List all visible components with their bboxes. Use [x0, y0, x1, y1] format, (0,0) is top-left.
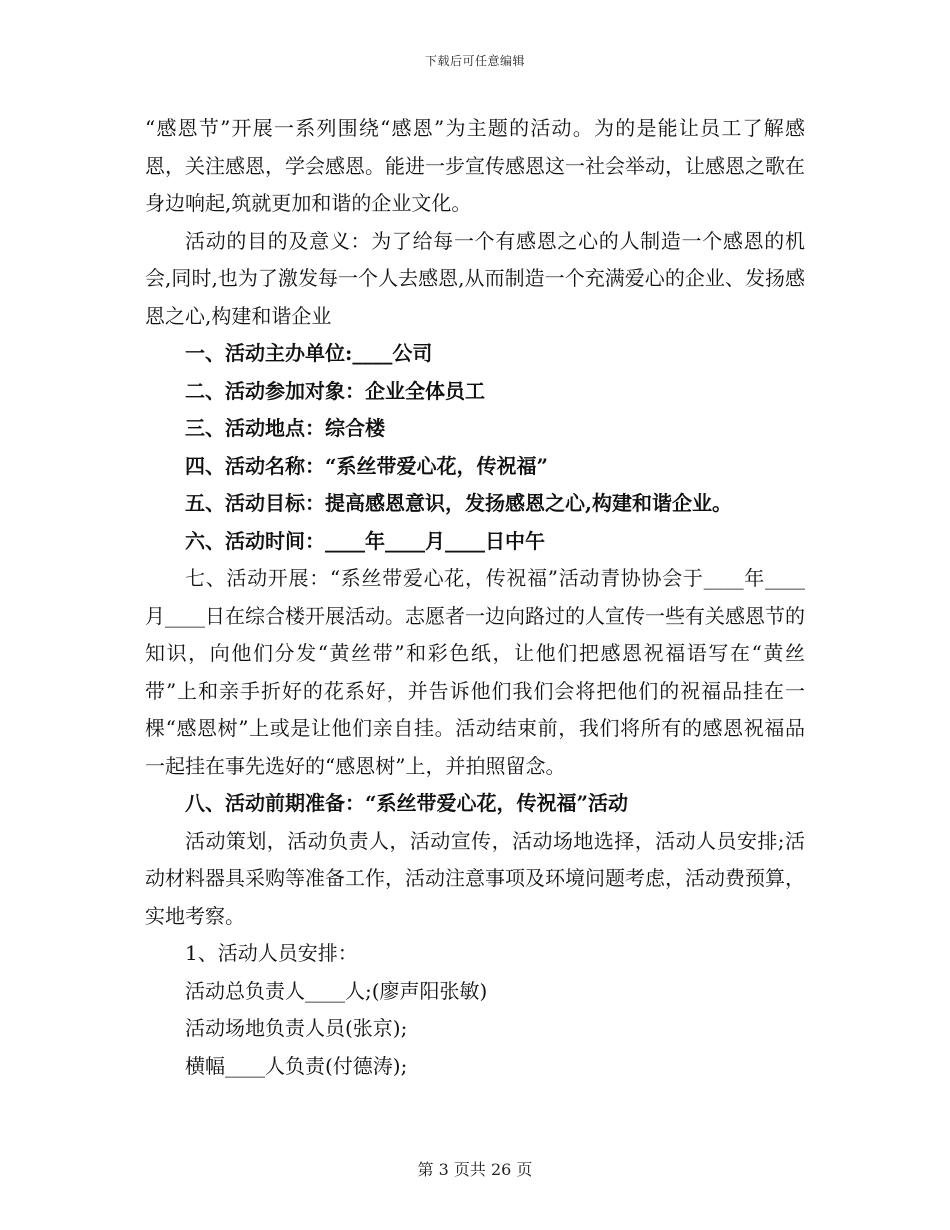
- heading-time: 六、活动时间：____年____月____日中午: [185, 528, 545, 553]
- page-header: 下载后可任意编辑: [424, 54, 525, 68]
- paragraph-purpose: 活动的目的及意义：为了给每一个有感恩之心的人制造一个感恩的机会,同时,也为了激发每一个人去感恩,从而制造一个充满爱心的企业、发扬感恩之心,构建和谐企业: [145, 228, 805, 328]
- heading-organizer: 一、活动主办单位:____公司: [185, 341, 433, 365]
- page-footer: 第 3 页共 26 页: [417, 1160, 533, 1179]
- heading-goal: 五、活动目标：提高感恩意识，发扬感恩之心,构建和谐企业。: [185, 491, 732, 515]
- list-heading-staff: 1、活动人员安排：: [185, 941, 358, 965]
- paragraph-activity-process: 七、活动开展：“系丝带爱心花，传祝福”活动青协协会于____年____月____日在综合楼开展活动。志愿者一边向路过的人宣传一些有关感恩节的知识，向他们分发“黄丝带”和彩色纸，让他们把感恩祝福语写在“黄丝带”上和亲手折好的花系好，并告诉他们我们会将把他们的祝福品挂在一棵“感恩树”上或是让他们亲自挂。活动结束前，我们将所有的感恩祝福品一起挂在事先选好的“感恩树”上，并拍照留念。: [145, 566, 805, 778]
- heading-preparation: 八、活动前期准备：“系丝带爱心花，传祝福”活动: [185, 791, 629, 815]
- heading-location: 三、活动地点：综合楼: [185, 416, 385, 440]
- list-item-lead: 活动总负责人____人;(廖声阳张敏): [185, 978, 488, 1003]
- list-item-banner: 横幅____人负责(付德涛);: [185, 1053, 408, 1078]
- paragraph-intro: “感恩节”开展一系列围绕“感恩”为主题的活动。为的是能让员工了解感恩，关注感恩，学会感恩。能进一步宣传感恩这一社会举动，让感恩之歌在身边响起,筑就更加和谐的企业文化。: [145, 116, 805, 215]
- list-item-venue: 活动场地负责人员(张京);: [185, 1016, 408, 1040]
- heading-activity-name: 四、活动名称：“系丝带爱心花，传祝福”: [185, 453, 549, 478]
- heading-participants: 二、活动参加对象：企业全体员工: [185, 378, 485, 403]
- paragraph-preparation: 活动策划，活动负责人，活动宣传，活动场地选择，活动人员安排;活动材料器具采购等准备工作，活动注意事项及环境问题考虑，活动费预算，实地考察。: [145, 828, 805, 928]
- document-body: [145, 110, 805, 1085]
